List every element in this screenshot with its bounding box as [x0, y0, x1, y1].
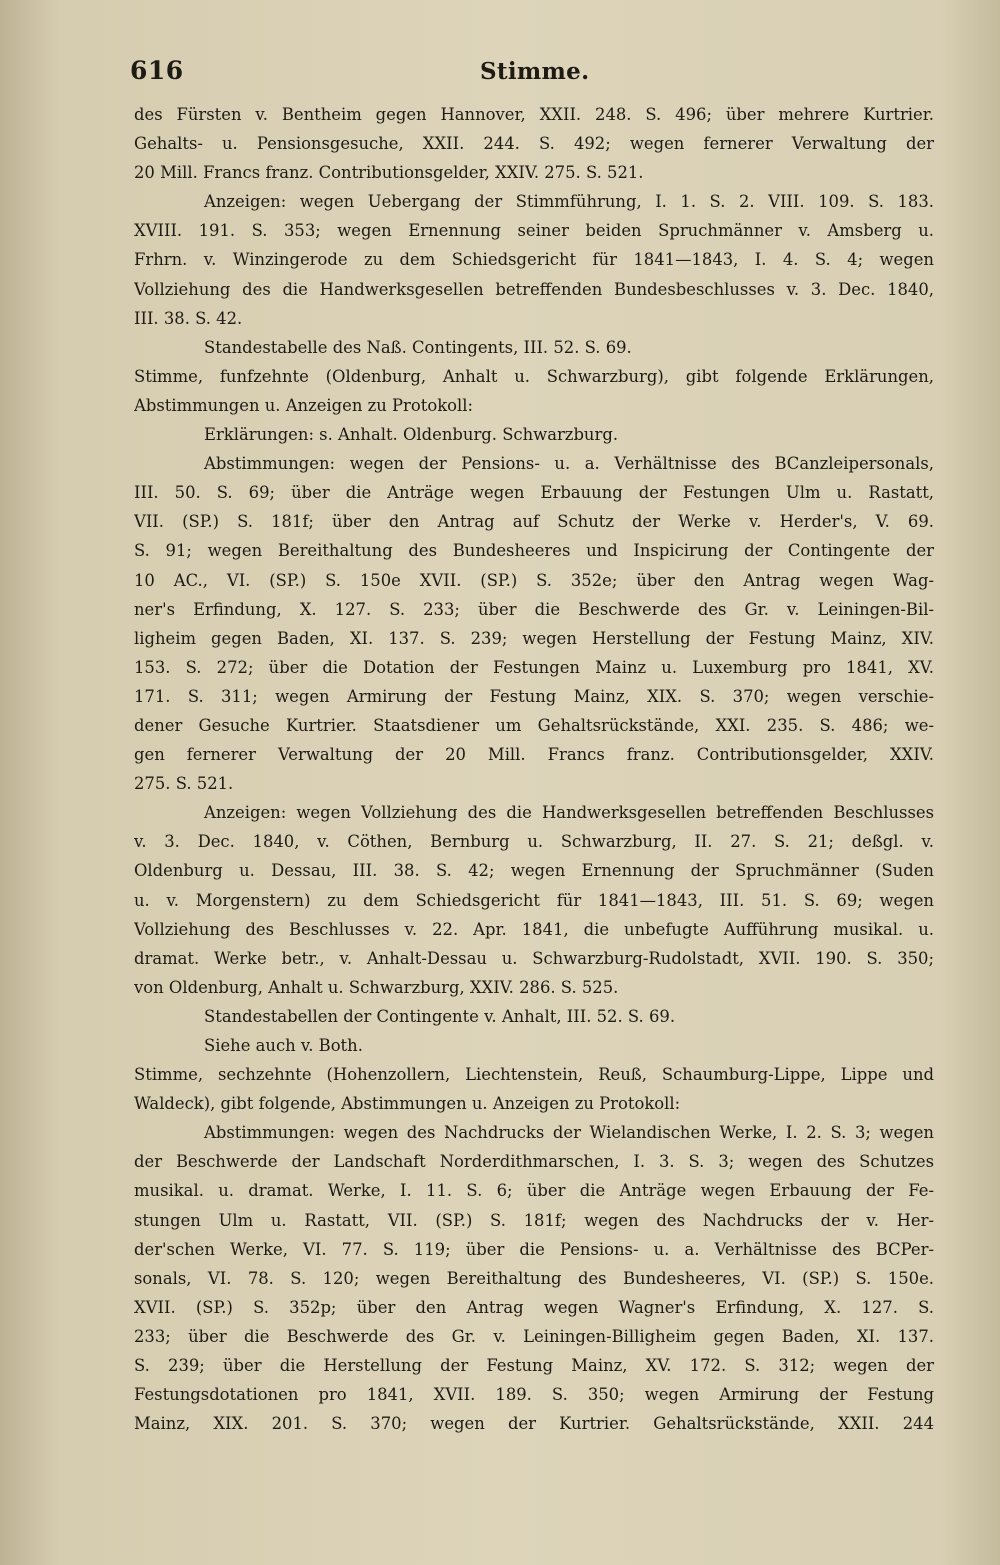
text-line: Anzeigen: wegen Uebergang der Stimmführung, I. 1. S. 2. VIII. 109. S. 183.: [204, 192, 934, 212]
text-line: Waldeck), gibt folgende, Abstimmungen u. Anzeigen zu Protokoll:: [134, 1094, 681, 1114]
text-line: Siehe auch v. Both.: [204, 1036, 363, 1055]
text-line: dramat. Werke betr., v. Anhalt-Dessau u. Schwarzburg-Rudolstadt, XVII. 190. S. 350;: [134, 948, 934, 968]
page-number: 616: [130, 56, 184, 85]
text-line: XVIII. 191. S. 353; wegen Ernennung seiner beiden Spruchmänner v. Amsberg u.: [134, 221, 934, 241]
text-line: III. 50. S. 69; über die Anträge wegen Erbauung der Festungen Ulm u. Rastatt,: [134, 483, 934, 503]
text-line: 233; über die Beschwerde des Gr. v. Leiningen-Billigheim gegen Baden, XI. 137.: [134, 1326, 934, 1346]
text-line: Abstimmungen: wegen der Pensions- u. a. Verhältnisse des BCanzleipersonals,: [204, 454, 934, 474]
text-line: Standestabelle des Naß. Contingents, III. 52. S. 69.: [204, 337, 632, 357]
text-line: Festungsdotationen pro 1841, XVII. 189. S. 350; wegen Armirung der Festung: [134, 1385, 934, 1405]
text-line: der Beschwerde der Landschaft Norderdithmarschen, I. 3. S. 3; wegen des Schutzes: [134, 1152, 934, 1172]
text-line: Standestabellen der Contingente v. Anhalt, III. 52. S. 69.: [204, 1006, 676, 1026]
text-line: III. 38. S. 42.: [134, 308, 243, 328]
text-line: 10 AC., VI. (SP.) S. 150e XVII. (SP.) S. 352e; über den Antrag wegen Wag-: [134, 570, 934, 590]
text-line: ner's Erfindung, X. 127. S. 233; über die Beschwerde des Gr. v. Leiningen-Bil-: [134, 599, 934, 619]
text-line: Vollziehung des die Handwerksgesellen betreffenden Bundesbeschlusses v. 3. Dec. 1840,: [134, 279, 934, 299]
text-line: Gehalts- u. Pensionsgesuche, XXII. 244. S. 492; wegen fernerer Verwaltung der: [134, 134, 934, 154]
text-line: stungen Ulm u. Rastatt, VII. (SP.) S. 181f; wegen des Nachdrucks der v. Her-: [134, 1210, 934, 1230]
entry-heading-line: Stimme, sechzehnte (Hohenzollern, Liechtenstein, Reuß, Schaumburg-Lippe, Lippe und: [134, 1065, 934, 1085]
text-line: 171. S. 311; wegen Armirung der Festung Mainz, XIX. S. 370; wegen verschie-: [134, 686, 934, 706]
text-line: Vollziehung des Beschlusses v. 22. Apr. 1841, die unbefugte Aufführung musikal. u.: [134, 919, 934, 939]
text-line: v. 3. Dec. 1840, v. Cöthen, Bernburg u. Schwarzburg, II. 27. S. 21; deßgl. v.: [134, 832, 934, 852]
text-line: der'schen Werke, VI. 77. S. 119; über die Pensions- u. a. Verhältnisse des BCPer-: [134, 1239, 934, 1259]
text-line: ligheim gegen Baden, XI. 137. S. 239; wegen Herstellung der Festung Mainz, XIV.: [134, 628, 934, 648]
text-line: 20 Mill. Francs franz. Contributionsgelder, XXIV. 275. S. 521.: [134, 163, 644, 183]
entry-heading-line: Stimme, funfzehnte (Oldenburg, Anhalt u. Schwarzburg), gibt folgende Erklärungen,: [134, 366, 934, 386]
text-line: musikal. u. dramat. Werke, I. 11. S. 6; über die Anträge wegen Erbauung der Fe-: [134, 1181, 934, 1201]
text-line: Anzeigen: wegen Vollziehung des die Handwerksgesellen betreffenden Beschlusses: [204, 803, 934, 823]
text-line: Erklärungen: s. Anhalt. Oldenburg. Schwarzburg.: [204, 425, 619, 445]
text-line: 275. S. 521.: [134, 774, 234, 794]
running-head: Stimme.: [480, 58, 590, 85]
text-line: 153. S. 272; über die Dotation der Festungen Mainz u. Luxemburg pro 1841, XV.: [134, 657, 934, 677]
text-line: Abstimmungen: wegen des Nachdrucks der Wielandischen Werke, I. 2. S. 3; wegen: [204, 1123, 934, 1143]
text-line: u. v. Morgenstern) zu dem Schiedsgericht für 1841—1843, III. 51. S. 69; wegen: [134, 890, 934, 910]
text-line: Mainz, XIX. 201. S. 370; wegen der Kurtrier. Gehaltsrückstände, XXII. 244: [134, 1414, 934, 1434]
page-header: [130, 56, 930, 96]
text-line: Frhrn. v. Winzingerode zu dem Schiedsgericht für 1841—1843, I. 4. S. 4; wegen: [134, 250, 934, 270]
text-line: VII. (SP.) S. 181f; über den Antrag auf Schutz der Werke v. Herder's, V. 69.: [134, 512, 934, 532]
text-line: von Oldenburg, Anhalt u. Schwarzburg, XXIV. 286. S. 525.: [134, 977, 619, 997]
text-line: S. 91; wegen Bereithaltung des Bundesheeres und Inspicirung der Contingente der: [134, 541, 934, 561]
text-line: S. 239; über die Herstellung der Festung Mainz, XV. 172. S. 312; wegen der: [134, 1356, 934, 1376]
index-text: [134, 100, 934, 1438]
text-line: gen fernerer Verwaltung der 20 Mill. Francs franz. Contributionsgelder, XXIV.: [134, 745, 934, 765]
text-line: dener Gesuche Kurtrier. Staatsdiener um Gehaltsrückstände, XXI. 235. S. 486; we-: [134, 715, 934, 735]
text-line: Oldenburg u. Dessau, III. 38. S. 42; wegen Ernennung der Spruchmänner (Suden: [134, 861, 934, 881]
text-line: Abstimmungen u. Anzeigen zu Protokoll:: [134, 395, 474, 415]
text-line: des Fürsten v. Bentheim gegen Hannover, XXII. 248. S. 496; über mehrere Kurtrier.: [134, 105, 934, 124]
text-line: XVII. (SP.) S. 352p; über den Antrag wegen Wagner's Erfindung, X. 127. S.: [134, 1297, 934, 1317]
text-line: sonals, VI. 78. S. 120; wegen Bereithaltung des Bundesheeres, VI. (SP.) S. 150e.: [134, 1268, 934, 1288]
